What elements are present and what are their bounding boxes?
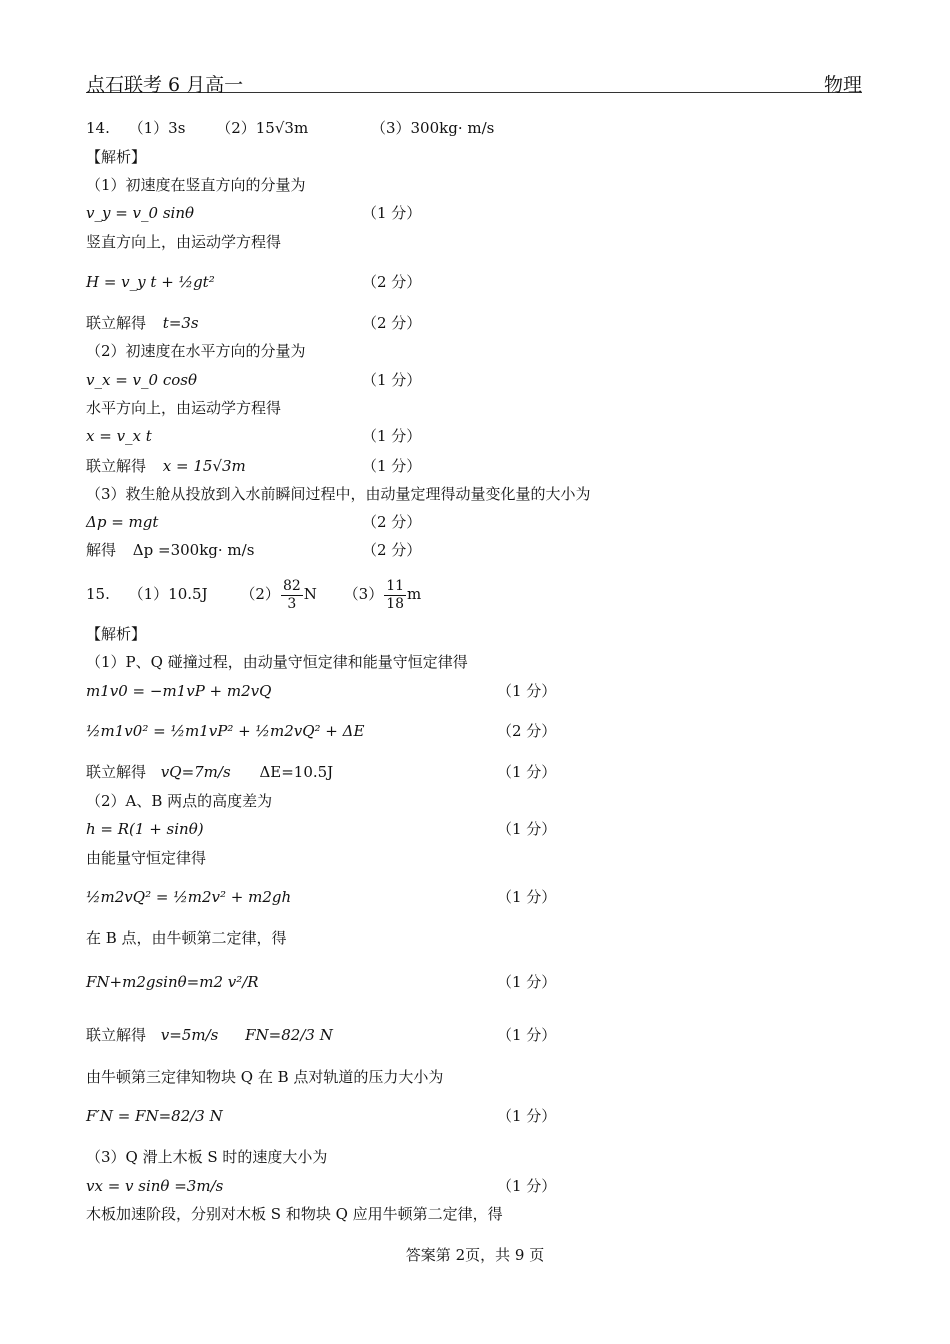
q15-answer-3-fraction <box>384 578 406 613</box>
q14-text6: 联立解得 <box>86 457 147 475</box>
q15-score4: （1 分） <box>497 820 557 838</box>
q15-answer-3-den: 18 <box>386 595 405 612</box>
q15-text10: 木板加速阶段，分别对木板 S 和物块 Q 应用牛顿第二定律，得 <box>86 1205 503 1223</box>
q15-part2-text: （2）A、B 两点的高度差为 <box>86 792 273 810</box>
q14-answer-1: （1）3s <box>128 119 186 137</box>
q15-eq5: ½m2vQ² = ½m2v² + m2gh <box>86 888 292 906</box>
header-subject: 物理 <box>823 74 862 96</box>
q15-answer-line <box>86 576 421 613</box>
q14-eq3: t=3s <box>162 314 199 332</box>
q14-score1: （1 分） <box>362 204 422 222</box>
q15-answer-3-label: （3） <box>343 585 384 603</box>
q14-text2: 竖直方向上，由运动学方程得 <box>86 233 282 251</box>
q15-score7: （1 分） <box>497 1026 557 1044</box>
q15-eq1: m1v0 = −m1vP + m2vQ <box>86 682 272 700</box>
q14-part1-text: （1）初速度在竖直方向的分量为 <box>86 176 306 194</box>
q15-eq2: ½m1v0² = ½m1vP² + ½m2vQ² + ΔE <box>86 722 365 740</box>
q15-eq9: vx = v sinθ =3m/s <box>86 1177 224 1195</box>
page-header <box>86 70 862 96</box>
q14-eq1 <box>86 204 194 222</box>
q14-answer-2: 15√3m <box>255 119 309 137</box>
q15-eq6: FN+m2gsinθ=m2 v²/R <box>86 973 259 991</box>
q15-answer-2-num: 82 <box>282 577 301 594</box>
q14-line8 <box>86 541 254 559</box>
q14-eq2-text: H = v_y t + ½gt² <box>86 273 215 291</box>
q14-eq4: v_x = v_0 cosθ <box>86 371 197 389</box>
q15-answer-2-label: （2） <box>240 585 280 603</box>
q15-score3: （1 分） <box>497 763 557 781</box>
q15-answer-2-fraction <box>281 578 303 613</box>
q14-eq5: x = v_x t <box>86 427 152 445</box>
q15-score5: （1 分） <box>497 888 557 906</box>
q14-line6 <box>86 457 246 475</box>
q14-jiexi-heading: 【解析】 <box>86 148 147 166</box>
q14-eq6: x = 15√3m <box>162 457 246 475</box>
q15-text3: 联立解得 <box>86 763 147 781</box>
q15-answer-1: （1）10.5J <box>128 585 208 603</box>
q14-score3: （2 分） <box>362 314 422 332</box>
header-title: 点石联考 6 月高一 <box>86 74 244 96</box>
q14-line3 <box>86 314 199 332</box>
q15-text6: 在 B 点，由牛顿第二定律，得 <box>86 929 287 947</box>
q15-score2: （2 分） <box>497 722 557 740</box>
q15-jiexi-heading: 【解析】 <box>86 625 147 643</box>
q14-answer-line <box>86 119 494 137</box>
q15-eq7a: v=5m/s <box>160 1026 219 1044</box>
q15-line3 <box>86 763 333 781</box>
q15-line7 <box>86 1026 333 1044</box>
q14-answer-2-label: （2） <box>216 119 256 137</box>
q14-text8: 解得 <box>86 541 117 559</box>
q15-answer-2-unit: N <box>303 585 317 603</box>
q14-text3: 联立解得 <box>86 314 147 332</box>
q15-answer-3-num: 11 <box>386 577 405 594</box>
q14-score7: （2 分） <box>362 513 422 531</box>
q15-score1: （1 分） <box>497 682 557 700</box>
q14-number: 14. <box>86 119 110 137</box>
q14-eq1-text: v_y = v_0 sinθ <box>86 204 195 222</box>
q14-score2: （2 分） <box>362 273 422 291</box>
q14-eq8: Δp =300kg· m/s <box>132 541 255 559</box>
q14-score5: （1 分） <box>362 427 422 445</box>
q15-text8: 由牛顿第三定律知物块 Q 在 B 点对轨道的压力大小为 <box>86 1068 444 1086</box>
q15-eq8: F′N = FN=82/3 N <box>86 1107 223 1125</box>
q15-text5: 由能量守恒定律得 <box>86 849 207 867</box>
q15-number: 15. <box>86 585 110 603</box>
q15-score8: （1 分） <box>497 1107 557 1125</box>
q14-score4: （1 分） <box>362 371 422 389</box>
q15-answer-3-unit: m <box>407 585 422 603</box>
q14-text5: 水平方向上，由运动学方程得 <box>86 399 282 417</box>
q14-part2-text: （2）初速度在水平方向的分量为 <box>86 342 306 360</box>
q15-eq7b: FN=82/3 N <box>245 1026 333 1044</box>
q14-part3-text: （3）救生舱从投放到入水前瞬间过程中，由动量定理得动量变化量的大小为 <box>86 485 591 503</box>
q14-score8: （2 分） <box>362 541 422 559</box>
q15-eq4: h = R(1 + sinθ) <box>86 820 204 838</box>
q14-eq7: Δp = mgt <box>86 513 159 531</box>
q14-score6: （1 分） <box>362 457 422 475</box>
q15-eq3b: ΔE=10.5J <box>259 763 334 781</box>
q15-text7: 联立解得 <box>86 1026 147 1044</box>
q15-eq3a: vQ=7m/s <box>160 763 231 781</box>
q15-part3-text: （3）Q 滑上木板 S 时的速度大小为 <box>86 1148 328 1166</box>
q14-eq2 <box>86 273 215 291</box>
q14-answer-3: （3）300kg· m/s <box>370 119 495 137</box>
q15-score9: （1 分） <box>497 1177 557 1195</box>
page-footer: 答案第 2页，共 9 页 <box>405 1246 545 1264</box>
q15-score6: （1 分） <box>497 973 557 991</box>
q15-answer-2-den: 3 <box>287 595 297 612</box>
q15-part1-text: （1）P、Q 碰撞过程，由动量守恒定律和能量守恒定律得 <box>86 653 468 671</box>
